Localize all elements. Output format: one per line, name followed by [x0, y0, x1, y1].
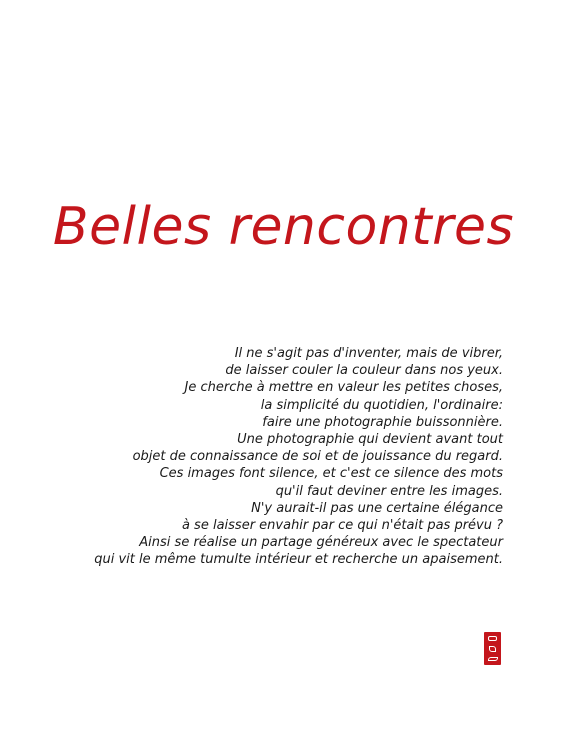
- poem-line: Il ne s'agit pas d'inventer, mais de vibrer,: [234, 346, 503, 361]
- poem-line: qui vit le même tumulte intérieur et recherche un apaisement.: [94, 552, 503, 568]
- poem-line: Une photographie qui devient avant tout: [237, 432, 503, 448]
- seal-glyph: [488, 657, 498, 661]
- poem-line: Ces images font silence, et c'est ce silence des mots: [159, 466, 503, 482]
- seal-stamp-icon: [484, 632, 501, 665]
- poem-line: faire une photographie buissonnière.: [262, 414, 503, 430]
- poem-line: N'y aurait-il pas une certaine élégance: [251, 500, 503, 516]
- poem-line: à se laisser envahir par ce qui n'était pas prévu ?: [181, 518, 503, 534]
- poem-line: de laisser couler la couleur dans nos yeux.: [225, 363, 503, 379]
- poem-line: Je cherche à mettre en valeur les petites choses,: [184, 380, 503, 396]
- page-title: Belles rencontres: [52, 197, 515, 257]
- seal-glyph: [489, 646, 496, 652]
- seal-glyph: [488, 636, 497, 641]
- poem-line: Ainsi se réalise un partage généreux avec le spectateur: [139, 535, 503, 551]
- poem-line: la simplicité du quotidien, l'ordinaire:: [260, 397, 503, 413]
- poem-text: [33, 345, 503, 569]
- poem-line: qu'il faut deviner entre les images.: [275, 483, 503, 499]
- poem-line: objet de connaissance de soi et de jouissance du regard.: [132, 449, 503, 465]
